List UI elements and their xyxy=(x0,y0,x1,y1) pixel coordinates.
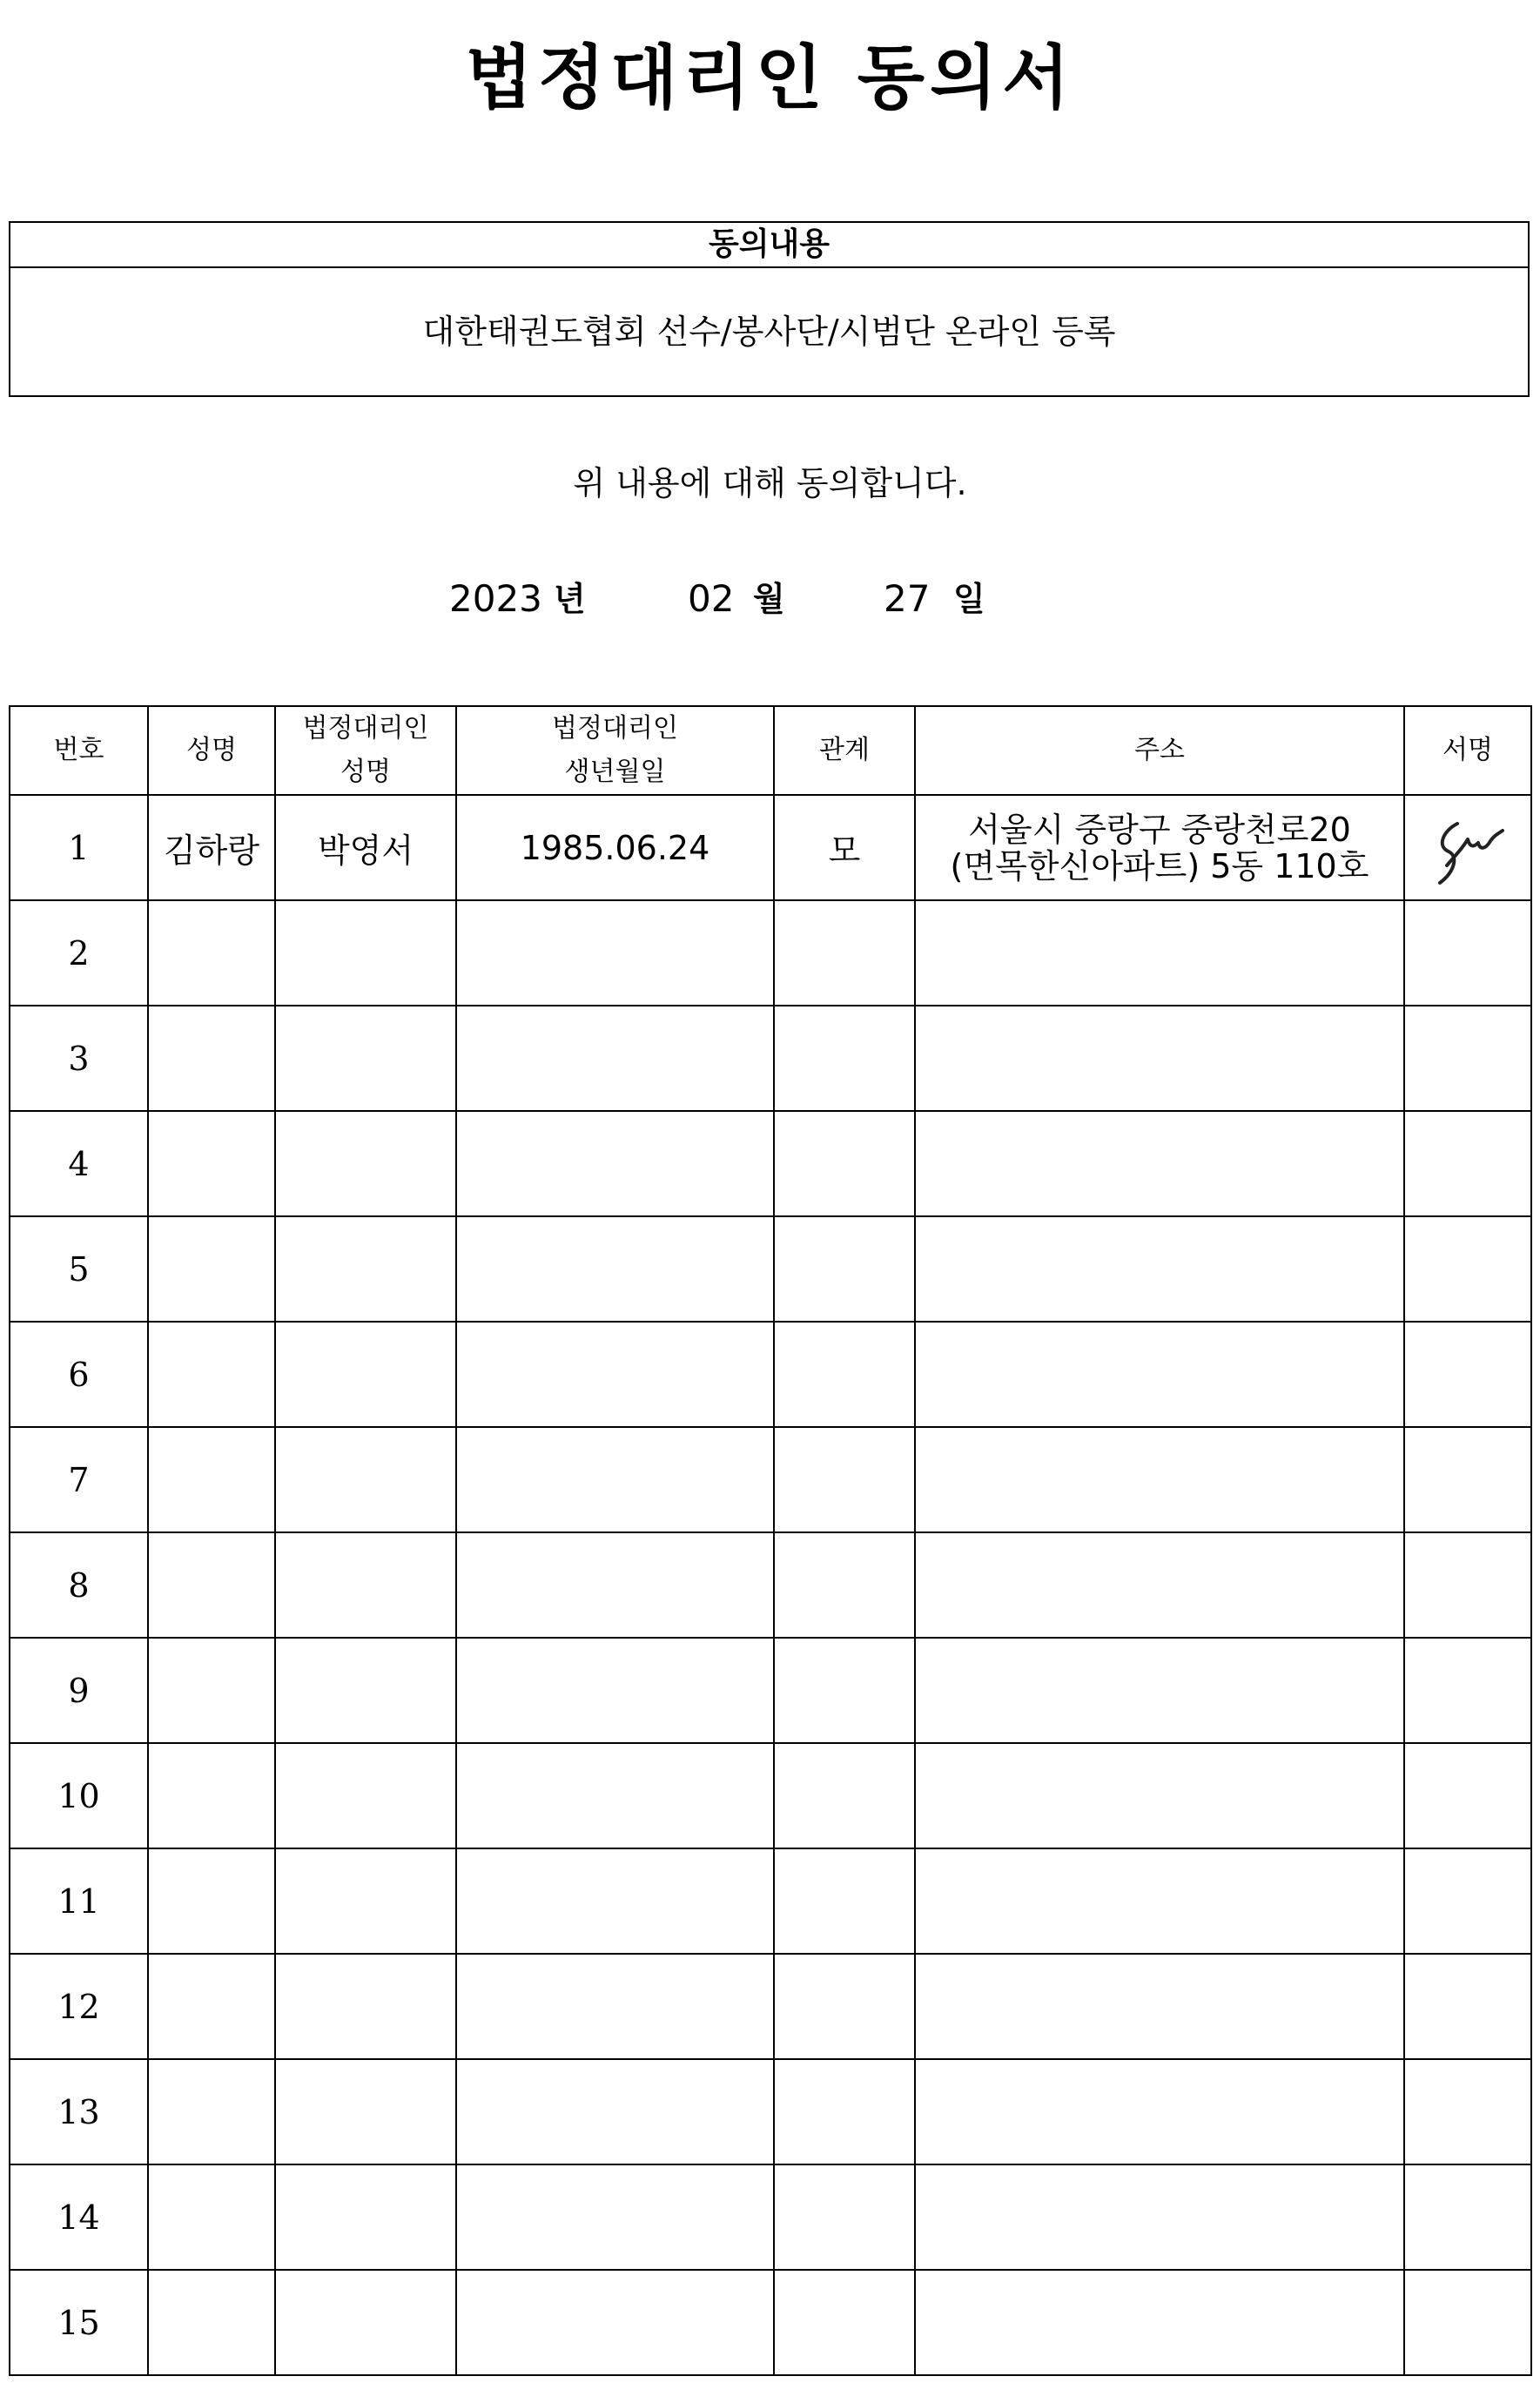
row-name xyxy=(148,2059,275,2164)
row-address xyxy=(915,1322,1404,1427)
row-number: 6 xyxy=(10,1322,148,1427)
date-line xyxy=(0,575,1540,623)
row-signature xyxy=(1404,2164,1531,2270)
header-guardian-dob-line1: 법정대리인 xyxy=(552,713,678,744)
row-guardian-name xyxy=(275,900,456,1006)
row-guardian-name xyxy=(275,2164,456,2270)
row-signature xyxy=(1404,795,1531,900)
row-address xyxy=(915,1848,1404,1954)
row-number: 13 xyxy=(10,2059,148,2164)
row-guardian-dob xyxy=(456,1532,774,1638)
row-relation xyxy=(774,1954,915,2059)
table-row xyxy=(10,1848,1531,1954)
row-guardian-dob xyxy=(456,1743,774,1848)
row-address xyxy=(915,795,1404,900)
row-address xyxy=(915,2270,1404,2375)
row-guardian-name xyxy=(275,1954,456,2059)
consent-heading: 동의내용 xyxy=(10,223,1528,268)
row-signature xyxy=(1404,1638,1531,1743)
row-number: 9 xyxy=(10,1638,148,1743)
row-relation xyxy=(774,1427,915,1532)
row-address xyxy=(915,2164,1404,2270)
table-row xyxy=(10,1638,1531,1743)
row-relation xyxy=(774,1848,915,1954)
table-row xyxy=(10,1532,1531,1638)
row-signature xyxy=(1404,1532,1531,1638)
row-name xyxy=(148,1532,275,1638)
row-guardian-dob xyxy=(456,1954,774,2059)
header-name: 성명 xyxy=(148,706,275,795)
row-number: 3 xyxy=(10,1006,148,1111)
row-signature xyxy=(1404,1954,1531,2059)
row-number: 12 xyxy=(10,1954,148,2059)
header-guardian-name-line1: 법정대리인 xyxy=(302,713,429,744)
row-address xyxy=(915,2059,1404,2164)
table-row xyxy=(10,2270,1531,2375)
row-address xyxy=(915,900,1404,1006)
row-name xyxy=(148,2164,275,2270)
header-relation: 관계 xyxy=(774,706,915,795)
row-guardian-name xyxy=(275,2270,456,2375)
date-month: 02 xyxy=(688,577,735,620)
row-name xyxy=(148,1954,275,2059)
header-guardian-dob-line2: 생년월일 xyxy=(564,757,666,787)
table-row xyxy=(10,1216,1531,1322)
row-guardian-name xyxy=(275,1848,456,1954)
row-signature xyxy=(1404,1322,1531,1427)
row-name: 김하랑 xyxy=(148,795,275,900)
row-relation xyxy=(774,2164,915,2270)
row-name xyxy=(148,1322,275,1427)
row-guardian-dob xyxy=(456,2164,774,2270)
row-address xyxy=(915,1743,1404,1848)
row-name xyxy=(148,1006,275,1111)
row-relation xyxy=(774,1006,915,1111)
row-relation xyxy=(774,1216,915,1322)
row-signature xyxy=(1404,1006,1531,1111)
row-number: 15 xyxy=(10,2270,148,2375)
row-address xyxy=(915,1954,1404,2059)
row-address xyxy=(915,1532,1404,1638)
row-guardian-dob xyxy=(456,1427,774,1532)
row-guardian-name xyxy=(275,1111,456,1216)
row-number: 2 xyxy=(10,900,148,1006)
table-row xyxy=(10,2164,1531,2270)
row-guardian-dob xyxy=(456,1638,774,1743)
row-guardian-name xyxy=(275,1427,456,1532)
row-relation xyxy=(774,1532,915,1638)
row-address-line1: 서울시 중랑구 중랑천로20 xyxy=(968,810,1351,849)
document-title: 법정대리인 동의서 xyxy=(465,37,1075,118)
row-number: 7 xyxy=(10,1427,148,1532)
row-guardian-name xyxy=(275,1322,456,1427)
table-row xyxy=(10,795,1531,900)
table-header-row xyxy=(10,706,1531,795)
header-address: 주소 xyxy=(915,706,1404,795)
row-guardian-dob xyxy=(456,1006,774,1111)
row-guardian-dob xyxy=(456,900,774,1006)
row-signature xyxy=(1404,2270,1531,2375)
row-relation xyxy=(774,1638,915,1743)
row-signature xyxy=(1404,1216,1531,1322)
table-row xyxy=(10,1743,1531,1848)
row-name xyxy=(148,900,275,1006)
date-year: 2023 xyxy=(449,577,542,620)
row-address xyxy=(915,1638,1404,1743)
row-signature xyxy=(1404,1427,1531,1532)
row-guardian-dob xyxy=(456,1216,774,1322)
date-day-label: 일 xyxy=(953,580,985,618)
row-relation xyxy=(774,1743,915,1848)
row-guardian-name xyxy=(275,1638,456,1743)
row-guardian-name xyxy=(275,1743,456,1848)
table-row xyxy=(10,1111,1531,1216)
row-guardian-name xyxy=(275,1216,456,1322)
row-name xyxy=(148,1427,275,1532)
row-address xyxy=(915,1427,1404,1532)
row-relation xyxy=(774,2059,915,2164)
table-row xyxy=(10,1427,1531,1532)
row-relation xyxy=(774,1322,915,1427)
row-name xyxy=(148,2270,275,2375)
row-guardian-dob: 1985.06.24 xyxy=(456,795,774,900)
row-number: 5 xyxy=(10,1216,148,1322)
row-relation xyxy=(774,1111,915,1216)
agreement-statement: 위 내용에 대해 동의합니다. xyxy=(573,464,967,502)
row-name xyxy=(148,1848,275,1954)
consent-content: 대한태권도협회 선수/봉사단/시범단 온라인 등록 xyxy=(422,313,1116,351)
row-address-line2: (면목한신아파트) 5동 110호 xyxy=(950,846,1369,885)
handwritten-signature xyxy=(1424,804,1511,892)
header-guardian-dob xyxy=(456,706,774,795)
row-guardian-name xyxy=(275,2059,456,2164)
date-month-label: 월 xyxy=(753,580,785,618)
table-row xyxy=(10,1006,1531,1111)
row-name xyxy=(148,1743,275,1848)
row-name xyxy=(148,1216,275,1322)
row-guardian-dob xyxy=(456,2059,774,2164)
row-name xyxy=(148,1111,275,1216)
row-guardian-dob xyxy=(456,1111,774,1216)
header-number: 번호 xyxy=(10,706,148,795)
guardian-roster-table xyxy=(9,705,1532,2376)
header-guardian-name-line2: 성명 xyxy=(340,757,391,787)
row-number: 10 xyxy=(10,1743,148,1848)
row-relation xyxy=(774,900,915,1006)
consent-section xyxy=(9,221,1530,397)
row-address xyxy=(915,1216,1404,1322)
row-guardian-name xyxy=(275,1532,456,1638)
date-year-label: 년 xyxy=(554,580,586,618)
row-guardian-dob xyxy=(456,1322,774,1427)
row-guardian-name xyxy=(275,1006,456,1111)
row-number: 11 xyxy=(10,1848,148,1954)
row-signature xyxy=(1404,1848,1531,1954)
row-relation: 모 xyxy=(774,795,915,900)
row-signature xyxy=(1404,2059,1531,2164)
row-name xyxy=(148,1638,275,1743)
header-signature: 서명 xyxy=(1404,706,1531,795)
row-signature xyxy=(1404,1743,1531,1848)
table-row xyxy=(10,1954,1531,2059)
row-number: 14 xyxy=(10,2164,148,2270)
row-guardian-dob xyxy=(456,1848,774,1954)
row-guardian-name: 박영서 xyxy=(275,795,456,900)
row-signature xyxy=(1404,1111,1531,1216)
row-guardian-dob xyxy=(456,2270,774,2375)
header-guardian-name xyxy=(275,706,456,795)
row-address xyxy=(915,1111,1404,1216)
row-signature xyxy=(1404,900,1531,1006)
table-row xyxy=(10,1322,1531,1427)
row-number: 1 xyxy=(10,795,148,900)
table-row xyxy=(10,2059,1531,2164)
row-relation xyxy=(774,2270,915,2375)
date-day: 27 xyxy=(884,577,931,620)
table-row xyxy=(10,900,1531,1006)
row-number: 4 xyxy=(10,1111,148,1216)
row-address xyxy=(915,1006,1404,1111)
row-number: 8 xyxy=(10,1532,148,1638)
